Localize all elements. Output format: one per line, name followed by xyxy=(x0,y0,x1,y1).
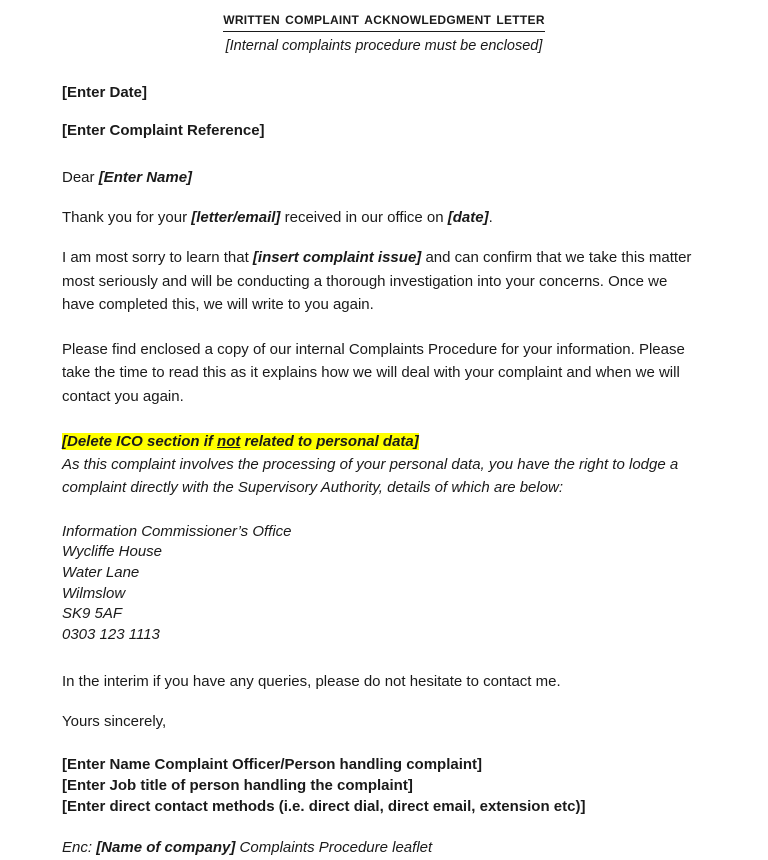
enclosure-line xyxy=(62,837,700,860)
ico-delete-notice xyxy=(62,430,700,453)
title-block xyxy=(0,0,768,55)
enclosure-suffix: Complaints Procedure leaflet xyxy=(235,839,433,857)
company-name-placeholder: [Name of company] xyxy=(96,839,236,857)
date-received-placeholder: [date] xyxy=(447,209,489,227)
ico-address-line: Information Commissioner’s Office xyxy=(62,522,292,540)
paragraph-interim-contact: In the interim if you have any queries, please do not hesitate to contact me. xyxy=(62,672,561,690)
ico-notice-highlight xyxy=(62,433,419,450)
signature-block xyxy=(62,755,700,817)
signature-name-placeholder: [Enter Name Complaint Officer/Person handling complaint] xyxy=(62,756,483,774)
ico-notice-part-2: related to personal data] xyxy=(240,432,419,450)
apology-part-1: I am most sorry to learn that xyxy=(62,249,253,267)
ico-phone-number: 0303 123 1113 xyxy=(62,625,160,643)
complaint-issue-placeholder: [insert complaint issue] xyxy=(252,249,422,267)
complaint-reference-placeholder: [Enter Complaint Reference] xyxy=(62,121,265,139)
letter-body xyxy=(0,81,768,859)
date-placeholder: [Enter Date] xyxy=(62,84,148,102)
paragraph-apology xyxy=(62,246,700,316)
ico-address-block xyxy=(62,522,700,646)
spacer xyxy=(62,142,700,166)
ico-address-line: Wycliffe House xyxy=(62,543,163,561)
thanks-part-1: Thank you for your xyxy=(62,209,192,227)
enclosure-prefix: Enc: xyxy=(62,839,97,857)
spacer xyxy=(62,817,700,837)
letter-email-placeholder: [letter/email] xyxy=(191,209,281,227)
page-subtitle: [Internal complaints procedure must be enclosed] xyxy=(225,37,543,54)
page-title: written complaint acknowledgment letter xyxy=(223,8,545,32)
signature-jobtitle-placeholder: [Enter Job title of person handling the complaint] xyxy=(62,776,413,794)
signature-contact-placeholder: [Enter direct contact methods (i.e. direct dial, direct email, extension etc)] xyxy=(62,797,586,815)
spacer xyxy=(62,646,700,670)
thanks-part-2: received in our office on xyxy=(280,209,448,227)
ico-address-line: SK9 5AF xyxy=(62,605,123,623)
sign-off-line: Yours sincerely, xyxy=(62,712,167,730)
salutation-prefix: Dear xyxy=(62,168,99,186)
apology-part-2: and can confirm that we take this matter most seriously and will be conducting a thorough investigation into your concerns. Once we have completed this, we will write to you again. xyxy=(62,249,692,313)
ico-address-line: Wilmslow xyxy=(62,584,126,602)
paragraph-enclosed-procedure: Please find enclosed a copy of our internal Complaints Procedure for your information. Please take the time to read this as it explains how we will deal with your complaint and when we will contact you again. xyxy=(62,341,685,405)
salutation-name-placeholder: [Enter Name] xyxy=(98,168,193,186)
ico-notice-part-1: [Delete ICO section if xyxy=(62,432,218,450)
ico-address-line: Water Lane xyxy=(62,563,140,581)
ico-notice-body: As this complaint involves the processing of your personal data, you have the right to lodge a complaint directly with the Supervisory Authority, details of which are below: xyxy=(62,456,679,497)
salutation-line xyxy=(62,166,700,189)
thanks-part-3: . xyxy=(488,209,493,227)
ico-notice-underlined-word: not xyxy=(217,432,241,450)
paragraph-thanks xyxy=(62,206,700,229)
